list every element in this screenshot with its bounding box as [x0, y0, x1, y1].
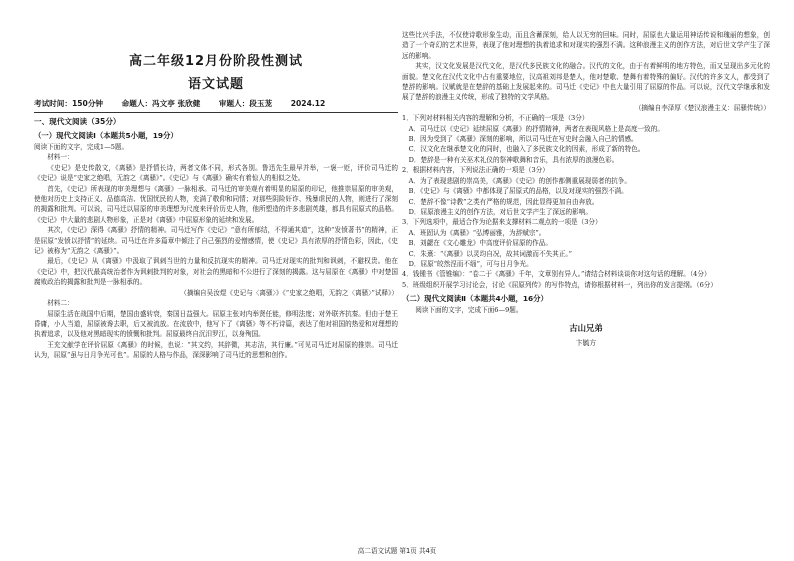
m1-paragraph: 其次，《史记》深得《离骚》抒情的精神。司马迁写作《史记》“意有所郁结，不得通其道”，这种“发愤著书”的精神，正是屈原“发愤以抒情”的延续。司马迁在许多篇章中倾注了自己强烈的爱憎感情，使《史记》具有浓厚的抒情色彩，因此，《史记》被称为“无韵之《离骚》”。	[34, 226, 398, 256]
q2-option: B．《史记》与《离骚》中都体现了屈原式的品格，以及对现实的强烈不满。	[408, 187, 628, 196]
q2-option: C．楚辞不像“诗教”之类有严格的规范，因此显得更加自由奔放。	[408, 197, 599, 206]
page-footer: 高二语文试题 第1页 共4页	[357, 547, 437, 555]
q1-option: B．因为受到了《离骚》深刻的影响，所以司马迁在写史时会融入自己的情感。	[408, 135, 638, 144]
part2-heading: （二）现代文阅读Ⅱ（本题共4小题，16分）	[402, 294, 548, 304]
question-5: 5．班级组织开展学习讨论会，讨论《屈原列传》的写作特点，请你根据材料一，列出你的发言提纲。（6分）	[402, 280, 717, 289]
meta-date: 2024.12	[290, 99, 326, 108]
section-heading: 一、现代文阅读（35分）	[34, 117, 121, 126]
part1-heading: （一）现代文阅读Ⅰ（本题共5小题，19分）	[34, 131, 178, 140]
meta-author: 命题人：冯文亭 张欣健	[121, 99, 201, 108]
q1-option: A．司马迁以《史记》延续屈原《离骚》的抒情精神，两者在表现风格上是高度一致的。	[408, 124, 664, 133]
part1-instruction: 阅读下面的文字，完成1—5题。	[34, 143, 129, 151]
q1-option: D．楚辞是一种有关巫术礼仪的祭神歌舞和音乐，具有浓厚的浪漫色彩。	[408, 155, 619, 164]
material1-label: 材料一：	[47, 153, 74, 162]
rc-paragraph: 其实，汉文化发展是汉代文化，是汉代多民族文化的融合。汉代的文化，由于有着鲜明的地方特色，而又呈现出多元化的面貌。楚文化在汉代文化中占有重要地位，汉高祖刘邦是楚人，他对楚歌、楚舞有着特殊的偏好。汉代的许多文人，都受到了楚辞的影响。汉赋就是在楚辞的基础上发展起来的。司马迁《史记》中也大量引用了屈原的作品。可以说，汉代文学继承和发展了楚辞的浪漫主义传统，形成了独特的文学风格。	[402, 62, 770, 102]
header-divider	[34, 112, 398, 113]
m1-source: （摘编自吴汝煜《史记与〈离骚〉》《“史家之绝唱，无韵之〈离骚〉”试释》）	[180, 288, 398, 297]
q1-option: C．汉文化在继承楚文化的同时，也融入了多民族文化的因素，形成了新的特色。	[408, 145, 645, 154]
q2-option: D．屈原浪漫主义的创作方法，对后世文学产生了深远的影响。	[408, 207, 592, 216]
question-3: 3．下列选项中，最适合作为论据来支撑材料二观点的一项是（3分）	[402, 218, 602, 227]
m1-paragraph: 《史记》是史传散文，《离骚》是抒情长诗，两者文体不同，形式各别。鲁迅先生最早并举，一褒一贬，评价司马迁的《史记》说是“史家之绝唱，无韵之《离骚》”。《史记》与《离骚》确实有着惊人的相似之处。	[34, 163, 398, 183]
right-column	[402, 30, 770, 347]
q2-option: A．为了表现悲剧的崇高美，《离骚》《史记》的创作都侧重展现弱者的抗争。	[408, 176, 631, 185]
m1-paragraph: 最后，《史记》从《离骚》中汲取了讽刺当世的力量和反抗现实的精神。司马迁对现实的批判和讽刺，不避权贵。他在《史记》中，把汉代最高统治者作为讽刺批判的对象，对社会的黑暗和不公进行了深刻的揭露。这与屈原在《离骚》中对楚国腐败政治的揭露和批判是一脉相承的。	[34, 257, 398, 287]
story-author: 卞毓方	[575, 338, 597, 347]
part2-instruction: 阅读下面的文字，完成下面6—9题。	[415, 306, 523, 315]
m2-paragraph: 王充文献学在评价屈原《离骚》的时候，也说：“其文约，其辞微，其志洁，其行廉。”可见司马迁对屈原的推崇。司马迁认为，屈原“虽与日月争光可也”。屈原的人格与作品，深深影响了司马迁的思想和创作。	[34, 340, 398, 360]
m1-paragraph: 首先，《史记》所表现的审美理想与《离骚》一脉相承。司马迁的审美观有着明显的屈原的印记，他推崇屈原的审美观，使他对历史上支持正义、品德高洁、忧国忧民的人物，充满了敬仰和同情；对那些阴险奸诈、残暴虐民的人物，则进行了深刻的揭露和批判。可以说，司马迁以屈原的审美理想为尺度来评价历史人物，他所塑造的许多悲剧英雄，都具有屈原式的品格。《史记》中大量的悲剧人物形象，正是对《离骚》中屈原形象的延续和发展。	[34, 184, 398, 224]
story-title: 古山兄弟	[569, 322, 603, 333]
rc-source: （摘编自李泽厚《楚汉浪漫主义：屈骚传统》）	[634, 103, 770, 112]
m2-paragraph: 屈原生活在战国中后期，楚国由盛转衰，秦国日益强大。屈原主张对内举贤任能，修明法度；对外联齐抗秦。但由于楚王昏庸，小人当道，屈原被谗去职，后又被流放。在流放中，他写下了《离骚》等不朽诗篇，表达了他对祖国的热爱和对理想的执着追求，以及他对黑暗现实的愤慨和批判。屈原最终自沉汨罗江，以身殉国。	[34, 309, 398, 339]
question-1: 1．下列对材料相关内容的理解和分析，不正确的一项是（3分）	[402, 114, 589, 123]
question-2: 2．根据材料内容，下列说法正确的一项是（3分）	[402, 166, 549, 175]
meta-reviewer: 审题人：段玉茏	[218, 99, 273, 108]
q3-option: D．屈原“皎然涅而不缁”，可与日月争光。	[408, 259, 533, 268]
meta-time: 考试时间：150分钟	[34, 99, 104, 108]
q3-option: A．班固认为《离骚》“弘博丽雅，为辞赋宗”。	[408, 228, 546, 237]
exam-title: 高二年级12月份阶段性测试	[128, 54, 304, 69]
exam-subtitle: 语文试题	[187, 77, 244, 92]
left-column	[34, 30, 398, 361]
q3-option: C．朱熹：“《离骚》以灵均自况，故其词激而不失其正。”	[408, 249, 573, 258]
question-4: 4．钱锺书《管锥编》：“卷二于《离骚》千年，文章别有异人。”请结合材料谈谈你对这句话的理解。（4分）	[402, 270, 711, 279]
q3-option: B．刘勰在《文心雕龙》中高度评价屈原的作品。	[408, 239, 552, 248]
exam-meta	[34, 98, 398, 109]
rc-paragraph: 这些比兴手法，不仅使诗歌形象生动，而且含蓄深刻，给人以无穷的回味。同时，屈原也大量运用神话传说和瑰丽的想象，创造了一个奇幻的艺术世界，表现了他对理想的执着追求和对现实的强烈不满。这种浪漫主义的创作方法，对后世文学产生了深远的影响。	[402, 31, 770, 60]
material2-label: 材料二：	[47, 299, 74, 308]
